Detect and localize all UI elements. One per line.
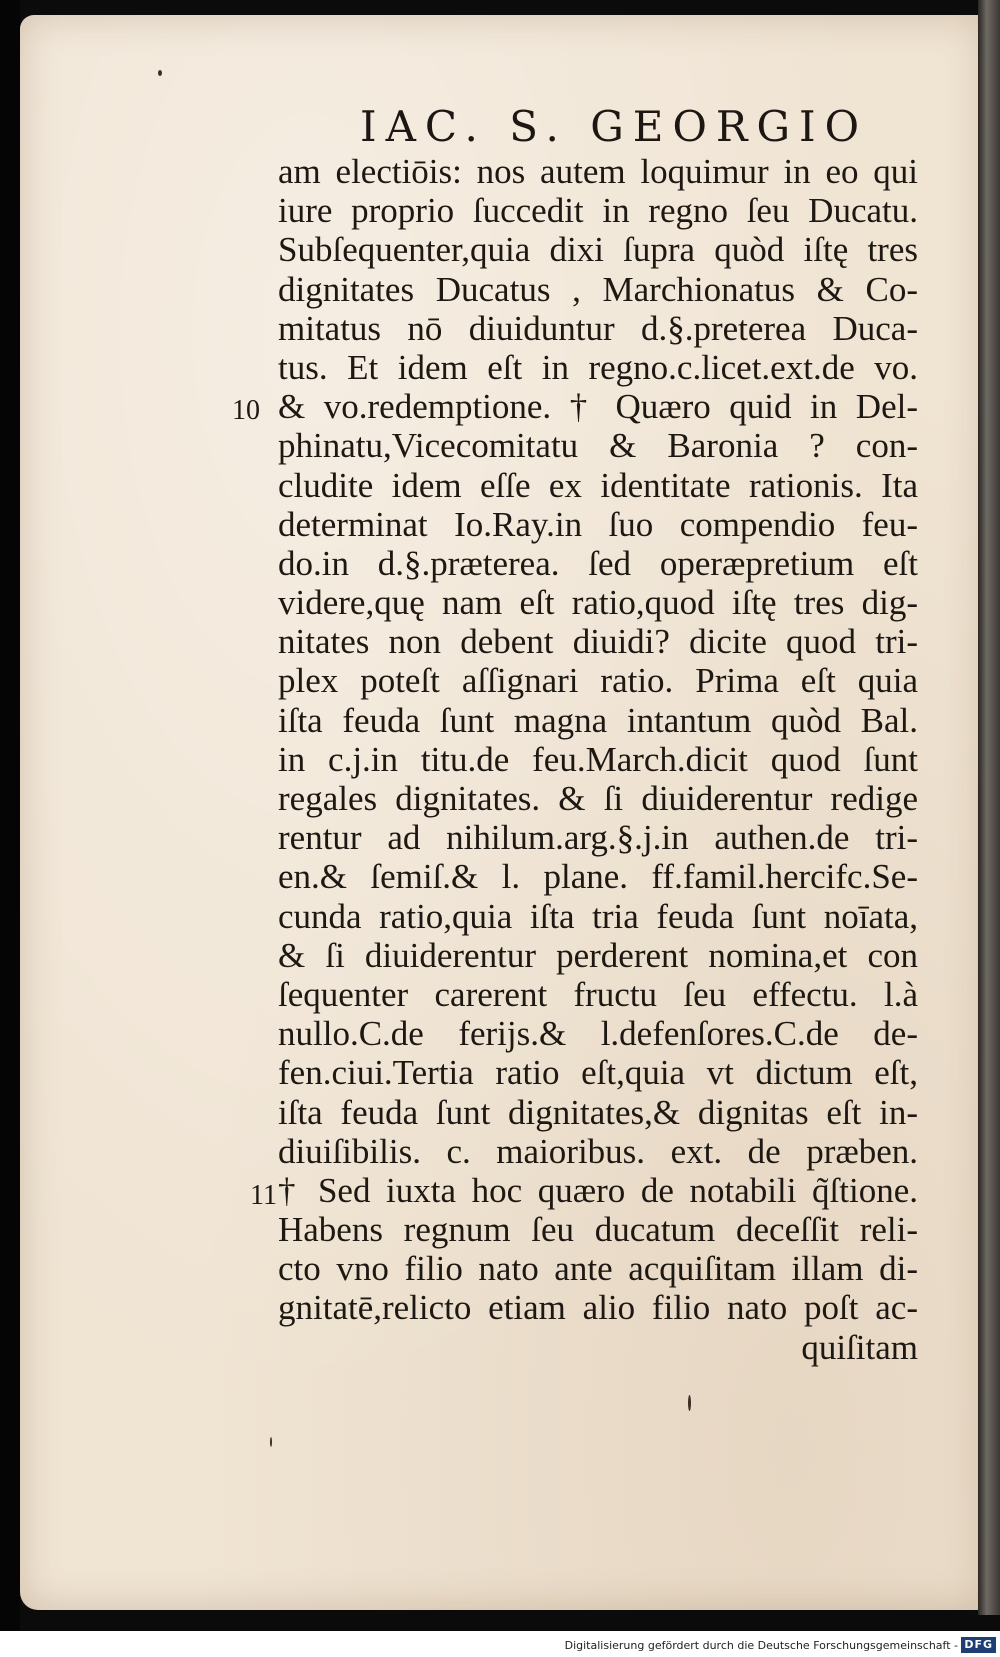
text-line: iure proprio ſuccedit in regno ſeu Ducatu. [278, 191, 918, 231]
text-line: nitates non debent diuidi? dicite quod tri- [278, 622, 918, 662]
text-line: rentur ad nihilum.arg.§.j.in authen.de tri- [278, 818, 918, 858]
margin-number-10: 10 [232, 395, 260, 426]
text-line: iſta feuda ſunt magna intantum quòd Bal. [278, 700, 918, 740]
text-line: plex poteſt aſſignari ratio. Prima eſt quia [278, 661, 918, 701]
text-line: am electiōis: nos autem loquimur in eo qui [278, 152, 918, 191]
text-block [278, 152, 918, 1367]
text-line: tus. Et idem eſt in regno.c.licet.ext.de vo. [278, 347, 918, 387]
page-fore-edge [978, 0, 1000, 1615]
scan-left-border [0, 0, 20, 1657]
margin-number-11: 11 [250, 1180, 277, 1211]
text-line: gnitatē,relicto etiam alio filio nato poſt ac- [278, 1288, 918, 1328]
text-line: cunda ratio,quia iſta tria feuda ſunt noīata, [278, 896, 918, 936]
text-line: dignitates Ducatus , Marchionatus & Co- [278, 269, 918, 309]
text-line: cludite idem eſſe ex identitate rationis. Ita [278, 465, 918, 505]
text-line: & ſi diuiderentur perderent nomina,et con [278, 935, 918, 975]
text-line: determinat Io.Ray.in ſuo compendio feu- [278, 504, 918, 544]
text-line: mitatus nō diuiduntur d.§.preterea Duca- [278, 308, 918, 348]
text-line: nullo.C.de ferijs.& l.defenſores.C.de de- [278, 1014, 918, 1054]
text-line: phinatu,Vicecomitatu & Baronia ? con- [278, 426, 918, 466]
footer-bar [0, 1631, 1000, 1657]
text-line: videre,quę nam eſt ratio,quod iſtę tres dig- [278, 583, 918, 623]
text-line: do.in d.§.præterea. ſed operæpretium eſt [278, 543, 918, 583]
text-line: iſta feuda ſunt dignitates,& dignitas eſt in- [278, 1092, 918, 1132]
catchword: quiſitam [801, 1327, 918, 1367]
text-line: diuiſibilis. c. maioribus. ext. de præben. [278, 1131, 918, 1171]
paper-speck [270, 1437, 272, 1447]
dfg-logo[interactable]: DFG [961, 1637, 996, 1653]
text-line: † Sed iuxta hoc quæro de notabili q̃ſtione. [278, 1170, 918, 1210]
text-line: in c.j.in titu.de feu.March.dicit quod ſunt [278, 739, 918, 779]
text-line: fen.ciui.Tertia ratio eſt,quia vt dictum eſt, [278, 1053, 918, 1093]
text-line: ſequenter carerent fructu ſeu effectu. l.à [278, 974, 918, 1014]
funding-credit: Digitalisierung gefördert durch die Deutsche Forschungsgemeinschaft - [564, 1639, 958, 1652]
paper-speck [688, 1395, 691, 1411]
text-line: regales dignitates. & ſi diuiderentur redige [278, 779, 918, 818]
text-line: en.& ſemiſ.& l. plane. ff.famil.hercifc.Se- [278, 857, 918, 897]
text-line: Subſequenter,quia dixi ſupra quòd iſtę tres [278, 230, 918, 270]
text-line: cto vno filio nato ante acquiſitam illam di- [278, 1249, 918, 1289]
running-head: IAC. S. GEORGIO [360, 102, 869, 151]
text-line: Habens regnum ſeu ducatum deceſſit reli- [278, 1210, 918, 1250]
text-line: & vo.redemptione. † Quæro quid in Del- [278, 387, 918, 427]
paper-speck [158, 70, 162, 76]
